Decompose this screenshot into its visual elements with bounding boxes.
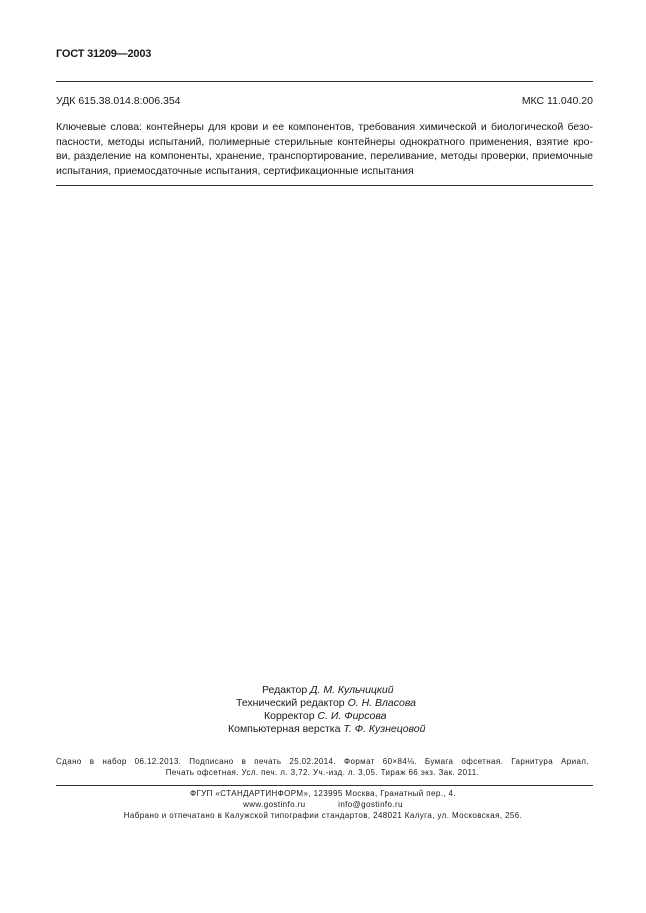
- editor-credit: [262, 684, 394, 697]
- keywords-paragraph: [56, 120, 593, 178]
- tech-editor-credit: [236, 697, 416, 710]
- editor-role: Редактор: [262, 684, 308, 696]
- layout-credit: [228, 723, 425, 736]
- imprint-line: Печать офсетная. Усл. печ. л. 3,72. Уч.-изд. л. 3,05. Тираж 66 экз. Зак. 2011.: [165, 768, 480, 777]
- publisher-email: info@gostinfo.ru: [338, 800, 403, 809]
- publisher-address: ФГУП «СТАНДАРТИНФОРМ», 123995 Москва, Гранатный пер., 4.: [189, 789, 457, 798]
- tech-editor-role: Технический редактор: [236, 697, 345, 709]
- publisher-contacts: [0, 800, 646, 809]
- editor-name: Д. М. Кульчицкий: [310, 684, 394, 696]
- top-divider: [56, 81, 593, 82]
- imprint-line: Сдано в набор 06.12.2013. Подписано в печать 25.02.2014. Формат 60×84⅛. Бумага офсетная. Гарнитура Ариал.: [56, 757, 589, 766]
- keywords-line: пасности, методы испытаний, полимерные стерильные контейнеры однократного применения, взятие кро-: [56, 135, 593, 148]
- keywords-line: испытания, приемосдаточные испытания, сертификационные испытания: [56, 164, 414, 177]
- publisher-website: www.gostinfo.ru: [243, 800, 306, 809]
- layout-role: Компьютерная верстка: [228, 723, 341, 735]
- keywords-line: Ключевые слова: контейнеры для крови и ее компонентов, требования химической и биологической безо-: [56, 121, 593, 133]
- corrector-credit: [264, 710, 386, 723]
- keywords-divider: [56, 185, 593, 186]
- udc-code: УДК 615.38.014.8:006.354: [56, 95, 181, 107]
- corrector-role: Корректор: [264, 710, 315, 722]
- tech-editor-name: О. Н. Власова: [347, 697, 416, 709]
- keywords-line: ви, разделение на компоненты, хранение, транспортирование, переливание, методы проверки, приемочные: [56, 150, 593, 162]
- imprint-divider: [56, 785, 593, 786]
- mks-code: МКС 11.040.20: [521, 95, 593, 107]
- printing-house: Набрано и отпечатано в Калужской типографии стандартов, 248021 Калуга, ул. Московская, 256.: [123, 811, 523, 820]
- layout-name: Т. Ф. Кузнецовой: [343, 723, 426, 735]
- corrector-name: С. И. Фирсова: [317, 710, 387, 722]
- document-id: ГОСТ 31209—2003: [56, 48, 152, 60]
